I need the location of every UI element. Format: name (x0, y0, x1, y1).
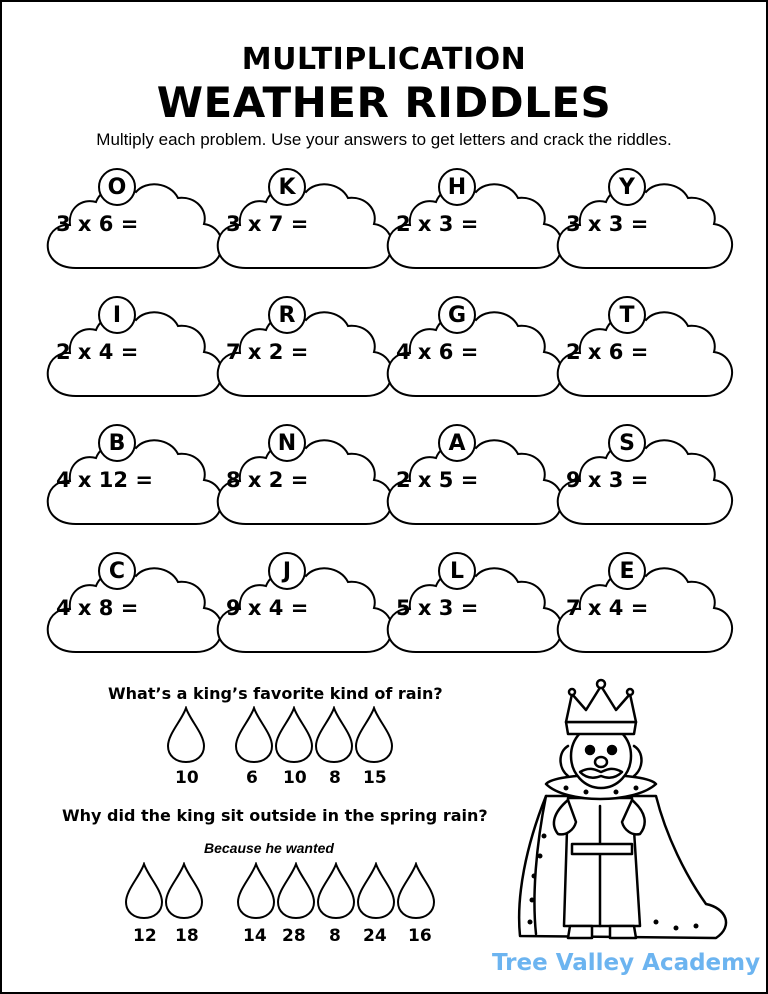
problem-text: 7 x 4 = (566, 596, 649, 620)
letter-circle: E (608, 552, 646, 590)
problem-text: 3 x 3 = (566, 212, 649, 236)
title-line-1: MULTIPLICATION (241, 42, 527, 77)
riddle-1-number: 10 (283, 768, 307, 788)
raindrop-icon (166, 706, 206, 764)
letter-circle: T (608, 296, 646, 334)
riddle-2-number: 28 (282, 926, 306, 946)
riddle-1-number: 8 (329, 768, 341, 788)
riddle-1-question: What’s a king’s favorite kind of rain? (108, 684, 443, 703)
problem-text: 4 x 12 = (56, 468, 153, 492)
raindrop-answer-slot[interactable] (166, 706, 206, 764)
problem-text: 3 x 7 = (226, 212, 309, 236)
raindrop-icon (314, 706, 354, 764)
brand-logo: Tree Valley Academy (492, 950, 761, 976)
letter-circle: K (268, 168, 306, 206)
raindrop-answer-slot[interactable] (164, 862, 204, 920)
problem-text: 7 x 2 = (226, 340, 309, 364)
problem-text: 4 x 6 = (396, 340, 479, 364)
raindrop-icon (354, 706, 394, 764)
raindrop-icon (276, 862, 316, 920)
raindrop-answer-slot[interactable] (276, 862, 316, 920)
instructions: Multiply each problem. Use your answers to get letters and crack the riddles. (96, 130, 672, 149)
problem-card (386, 168, 566, 283)
raindrop-icon (124, 862, 164, 920)
problem-text: 4 x 8 = (56, 596, 139, 620)
king-illustration (506, 676, 736, 946)
raindrop-answer-slot[interactable] (354, 706, 394, 764)
letter-circle: H (438, 168, 476, 206)
problem-text: 9 x 3 = (566, 468, 649, 492)
riddle-2-number: 24 (363, 926, 387, 946)
problem-card (386, 296, 566, 411)
problem-text: 3 x 6 = (56, 212, 139, 236)
raindrop-answer-slot[interactable] (236, 862, 276, 920)
raindrop-icon (316, 862, 356, 920)
riddle-1-number: 10 (175, 768, 199, 788)
riddle-2-prefix: Because he wanted (204, 840, 334, 856)
riddle-2-number: 16 (408, 926, 432, 946)
raindrop-answer-slot[interactable] (396, 862, 436, 920)
letter-circle: S (608, 424, 646, 462)
problem-text: 5 x 3 = (396, 596, 479, 620)
problem-text: 2 x 4 = (56, 340, 139, 364)
riddle-1-number: 15 (363, 768, 387, 788)
problem-card (556, 424, 736, 539)
problem-text: 2 x 3 = (396, 212, 479, 236)
raindrop-icon (274, 706, 314, 764)
riddle-2-number: 12 (133, 926, 157, 946)
problem-card (216, 552, 396, 667)
raindrop-answer-slot[interactable] (274, 706, 314, 764)
letter-circle: N (268, 424, 306, 462)
problem-card (216, 168, 396, 283)
problem-card (556, 552, 736, 667)
problem-card (556, 168, 736, 283)
problem-card (46, 168, 226, 283)
raindrop-icon (164, 862, 204, 920)
problem-text: 9 x 4 = (226, 596, 309, 620)
letter-circle: B (98, 424, 136, 462)
problem-card (216, 296, 396, 411)
raindrop-answer-slot[interactable] (316, 862, 356, 920)
problem-card (216, 424, 396, 539)
problem-text: 2 x 6 = (566, 340, 649, 364)
problem-card (386, 424, 566, 539)
riddle-2-question: Why did the king sit outside in the spring rain? (62, 806, 488, 825)
letter-circle: J (268, 552, 306, 590)
letter-circle: G (438, 296, 476, 334)
problem-card (46, 424, 226, 539)
letter-circle: L (438, 552, 476, 590)
raindrop-icon (234, 706, 274, 764)
raindrop-answer-slot[interactable] (356, 862, 396, 920)
letter-circle: C (98, 552, 136, 590)
riddle-2-number: 18 (175, 926, 199, 946)
riddle-1-number: 6 (246, 768, 258, 788)
riddle-2-number: 14 (243, 926, 267, 946)
raindrop-icon (236, 862, 276, 920)
problem-card (46, 552, 226, 667)
letter-circle: A (438, 424, 476, 462)
raindrop-icon (396, 862, 436, 920)
letter-circle: I (98, 296, 136, 334)
problem-text: 8 x 2 = (226, 468, 309, 492)
letter-circle: Y (608, 168, 646, 206)
problem-card (386, 552, 566, 667)
problem-card (556, 296, 736, 411)
raindrop-answer-slot[interactable] (124, 862, 164, 920)
riddle-2-number: 8 (329, 926, 341, 946)
raindrop-answer-slot[interactable] (234, 706, 274, 764)
title-line-2: WEATHER RIDDLES (156, 78, 612, 127)
problem-text: 2 x 5 = (396, 468, 479, 492)
letter-circle: R (268, 296, 306, 334)
raindrop-answer-slot[interactable] (314, 706, 354, 764)
problem-card (46, 296, 226, 411)
raindrop-icon (356, 862, 396, 920)
letter-circle: O (98, 168, 136, 206)
